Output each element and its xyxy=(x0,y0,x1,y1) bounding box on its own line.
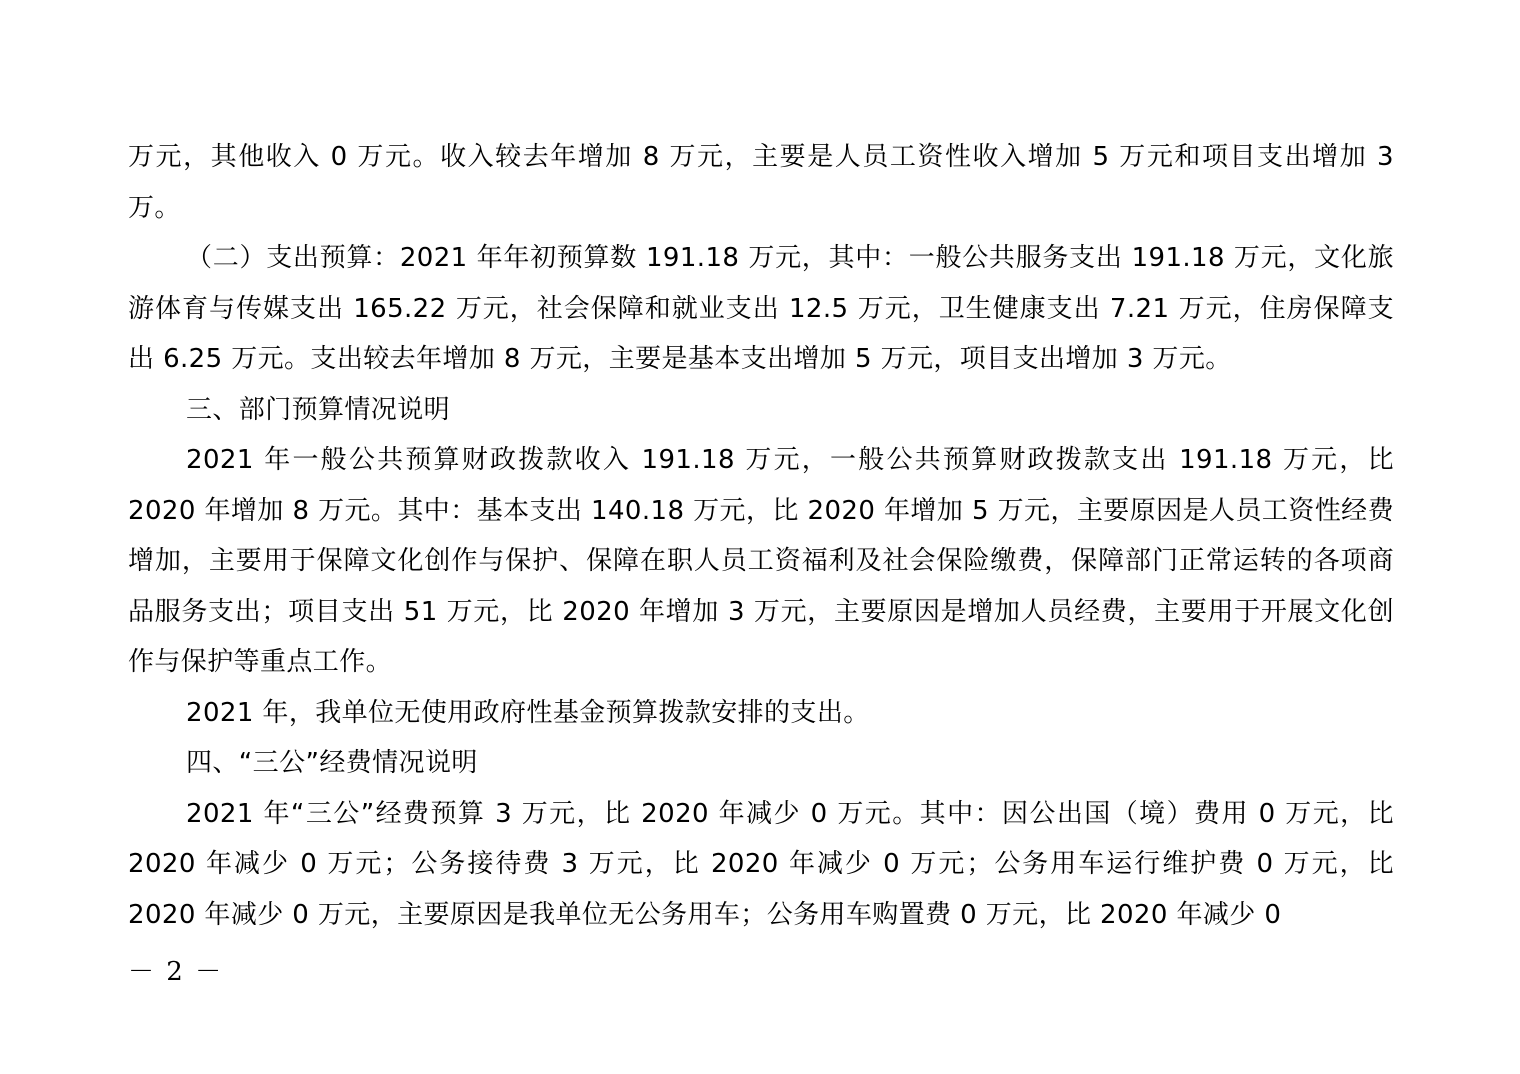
page-number: － 2 － xyxy=(128,957,224,987)
document-body xyxy=(128,132,1394,940)
section-heading-department-budget: 三、部门预算情况说明 xyxy=(186,394,451,425)
paragraph-government-fund: 2021 年，我单位无使用政府性基金预算拨款安排的支出。 xyxy=(186,697,870,728)
paragraph-expenditure-budget: （二）支出预算：2021 年年初预算数 191.18 万元，其中：一般公共服务支出 191.18 万元，文化旅游体育与传媒支出 165.22 万元，社会保障和就业支出 12.5 万元，卫生健康支出 7.21 万元，住房保障支出 6.25 万元。支出较去年增加 8 万元，主要是基本支出增加 5 万元，项目支出增加 3 万元。 xyxy=(128,243,1394,374)
section-heading-three-public-expenses: 四、“三公”经费情况说明 xyxy=(186,748,478,778)
paragraph-general-public-budget: 2021 年一般公共预算财政拨款收入 191.18 万元，一般公共预算财政拨款支出 191.18 万元，比 2020 年增加 8 万元。其中：基本支出 140.18 万元，比 2020 年增加 5 万元，主要原因是人员工资性经费增加，主要用于保障文化创作与保护、保障在职人员工资福利及社会保险缴费，保障部门正常运转的各项商品服务支出；项目支出 51 万元，比 2020 年增加 3 万元，主要原因是增加人员经费，主要用于开展文化创作与保护等重点工作。 xyxy=(128,445,1394,677)
paragraph-income-continuation: 万元，其他收入 0 万元。收入较去年增加 8 万元，主要是人员工资性收入增加 5 万元和项目支出增加 3 万。 xyxy=(128,142,1394,223)
paragraph-three-public-expenses: 2021 年“三公”经费预算 3 万元，比 2020 年减少 0 万元。其中：因公出国（境）费用 0 万元，比 2020 年减少 0 万元；公务接待费 3 万元，比 2020 年减少 0 万元；公务用车运行维护费 0 万元，比 2020 年减少 0 万元，主要原因是我单位无公务用车；公务用车购置费 0 万元，比 2020 年减少 0 xyxy=(128,798,1394,930)
